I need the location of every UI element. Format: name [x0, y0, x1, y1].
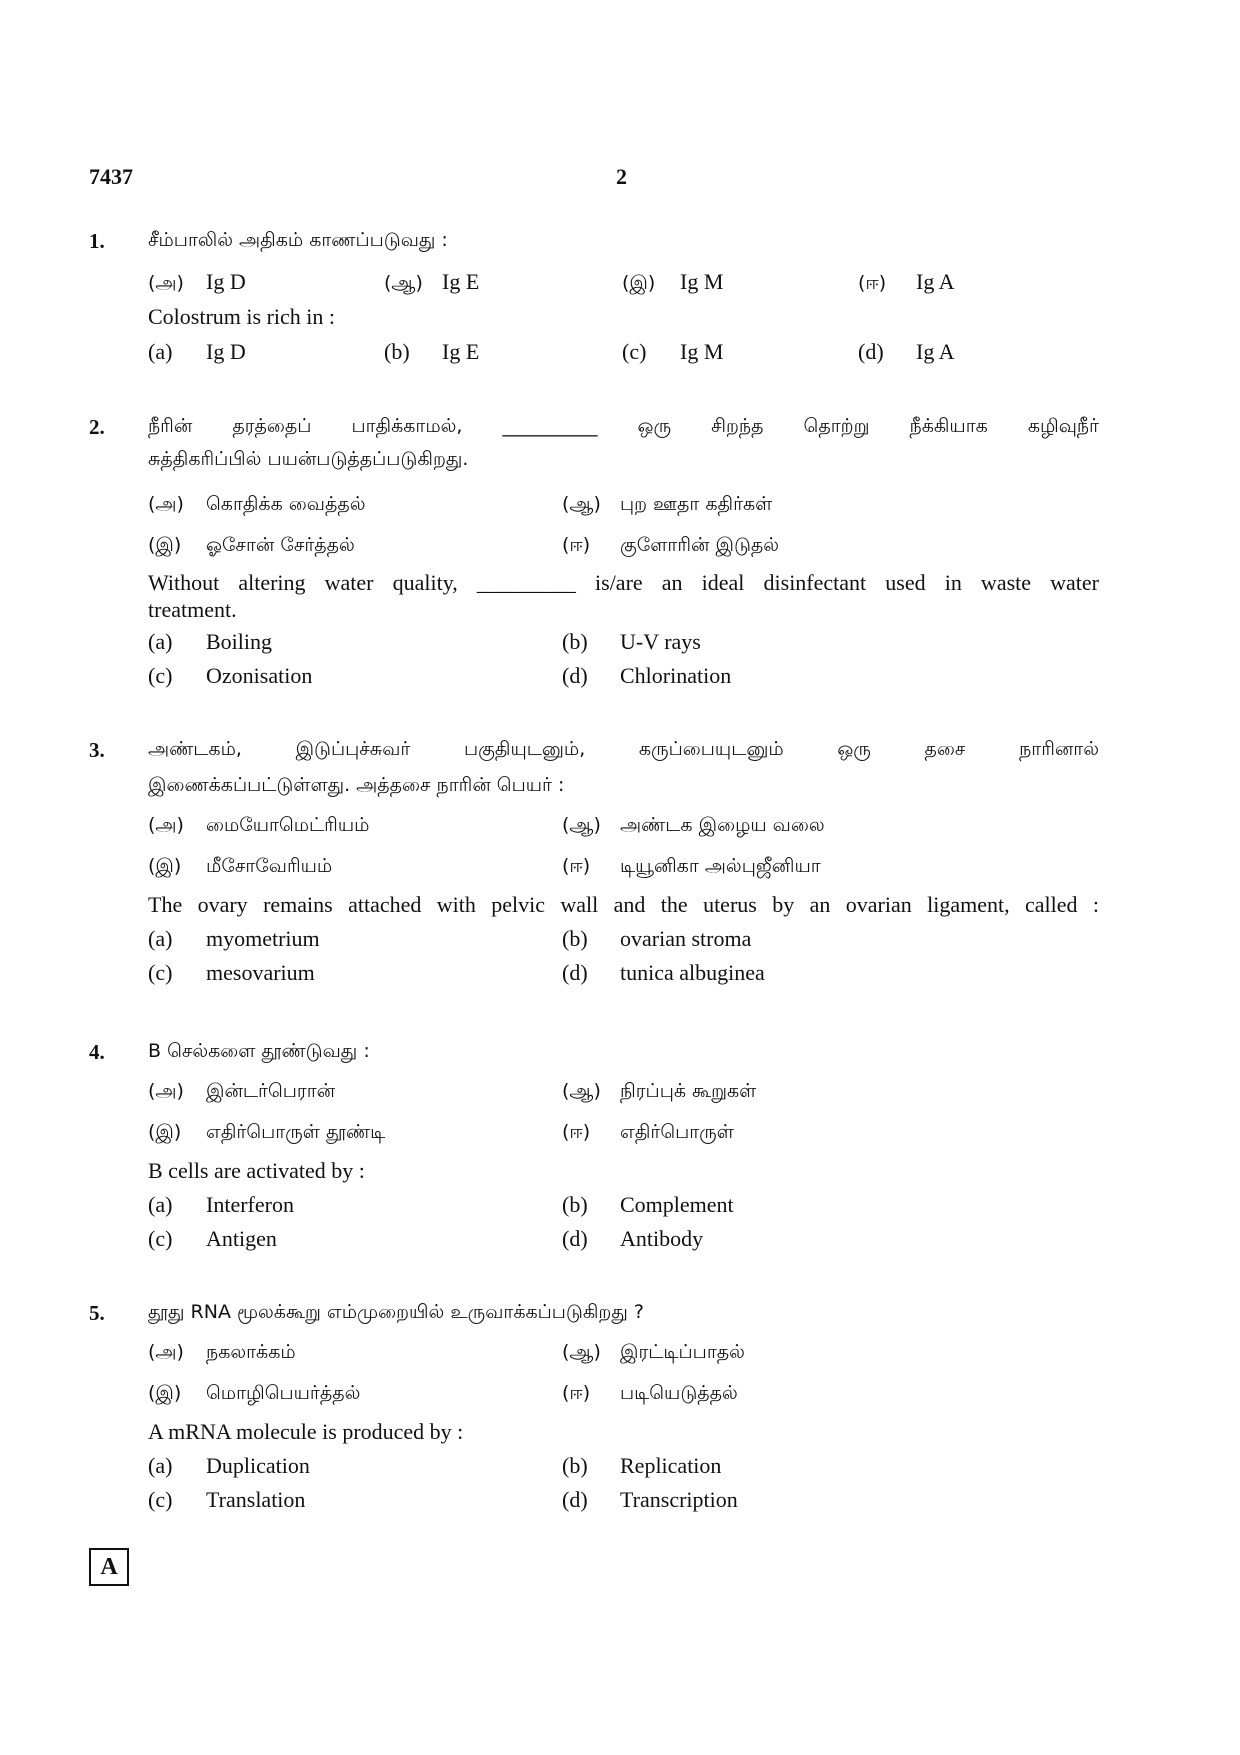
english-option-d: (d) Antibody — [562, 1226, 704, 1251]
question-set-box: A — [89, 1548, 129, 1586]
english-option-b: (b) Replication — [562, 1453, 722, 1478]
tamil-question: B செல்களை தூண்டுவது : — [148, 1040, 370, 1062]
english-option-c: (c) Ig M — [622, 339, 724, 364]
tamil-option-c: (இ) Ig M — [622, 269, 724, 294]
tamil-option-b: (ஆ) இரட்டிப்பாதல் — [562, 1341, 745, 1363]
tamil-option-d: (ஈ) Ig A — [858, 269, 955, 294]
tamil-option-a: (அ) Ig D — [148, 269, 246, 294]
question-number: 4. — [89, 1040, 105, 1064]
english-option-c: (c) Translation — [148, 1487, 306, 1512]
english-option-a: (a) Duplication — [148, 1453, 310, 1478]
tamil-option-b: (ஆ) அண்டக இழைய வலை — [562, 814, 825, 836]
tamil-option-d: (ஈ) படியெடுத்தல் — [562, 1382, 738, 1404]
english-question-line-2: treatment. — [148, 597, 237, 622]
tamil-question-line-1: நீரின் தரத்தைப் பாதிக்காமல், __________ ஒரு சிறந்த தொற்று நீக்கியாக கழிவுநீர் — [148, 415, 1099, 437]
tamil-option-c: (இ) ஓசோன் சேர்த்தல் — [148, 534, 355, 556]
question-number: 5. — [89, 1301, 105, 1325]
english-option-a: (a) Interferon — [148, 1192, 294, 1217]
english-option-a: (a) Boiling — [148, 629, 273, 654]
english-option-b: (b) Complement — [562, 1192, 734, 1217]
tamil-option-d: (ஈ) எதிர்பொருள் — [562, 1121, 734, 1143]
english-question: B cells are activated by : — [148, 1158, 365, 1183]
question-number: 1. — [89, 229, 105, 253]
page-header — [89, 164, 1099, 194]
tamil-option-b: (ஆ) புற ஊதா கதிர்கள் — [562, 493, 773, 515]
english-option-b: (b) ovarian stroma — [562, 926, 752, 951]
english-option-b: (b) Ig E — [384, 339, 480, 364]
tamil-option-c: (இ) மீசோவேரியம் — [148, 855, 333, 877]
english-question: Colostrum is rich in : — [148, 304, 335, 329]
tamil-question: தூது RNA மூலக்கூறு எம்முறையில் உருவாக்கப்படுகிறது ? — [148, 1301, 644, 1323]
english-question: A mRNA molecule is produced by : — [148, 1419, 464, 1444]
tamil-option-b: (ஆ) நிரப்புக் கூறுகள் — [562, 1080, 757, 1102]
tamil-question-line-2: இணைக்கப்பட்டுள்ளது. அத்தசை நாரின் பெயர் : — [148, 774, 565, 796]
english-option-b: (b) U-V rays — [562, 629, 701, 654]
english-question: The ovary remains attached with pelvic wall and the uterus by an ovarian ligament, called : — [148, 892, 1099, 917]
tamil-option-a: (அ) இன்டர்பெரான் — [148, 1080, 336, 1102]
english-option-c: (c) Antigen — [148, 1226, 277, 1251]
english-option-d: (d) Chlorination — [562, 663, 732, 688]
tamil-option-c: (இ) மொழிபெயர்த்தல் — [148, 1382, 361, 1404]
tamil-question-line-2: சுத்திகரிப்பில் பயன்படுத்தப்படுகிறது. — [148, 448, 469, 470]
tamil-option-d: (ஈ) டியூனிகா அல்புஜீனியா — [562, 855, 821, 877]
tamil-option-a: (அ) கொதிக்க வைத்தல் — [148, 493, 366, 515]
english-option-d: (d) Ig A — [858, 339, 955, 364]
paper-code: 7437 — [89, 164, 133, 189]
english-option-c: (c) mesovarium — [148, 960, 315, 985]
english-option-d: (d) Transcription — [562, 1487, 738, 1512]
tamil-option-a: (அ) நகலாக்கம் — [148, 1341, 296, 1363]
english-option-a: (a) myometrium — [148, 926, 320, 951]
english-option-d: (d) tunica albuginea — [562, 960, 765, 985]
english-option-c: (c) Ozonisation — [148, 663, 313, 688]
tamil-option-a: (அ) மையோமெட்ரியம் — [148, 814, 370, 836]
english-option-a: (a) Ig D — [148, 339, 246, 364]
tamil-question: சீம்பாலில் அதிகம் காணப்படுவது : — [148, 229, 448, 251]
page-number: 2 — [616, 164, 627, 189]
tamil-option-d: (ஈ) குளோரின் இடுதல் — [562, 534, 780, 556]
question-number: 3. — [89, 738, 105, 762]
tamil-option-b: (ஆ) Ig E — [384, 269, 480, 294]
question-number: 2. — [89, 415, 105, 439]
tamil-option-c: (இ) எதிர்பொருள் தூண்டி — [148, 1121, 386, 1143]
english-question-line-1: Without altering water quality, _________ is/are an ideal disinfectant used in waste water — [148, 570, 1099, 595]
tamil-question-line-1: அண்டகம், இடுப்புச்சுவர் பகுதியுடனும், கருப்பையுடனும் ஒரு தசை நாரினால் — [148, 738, 1099, 760]
